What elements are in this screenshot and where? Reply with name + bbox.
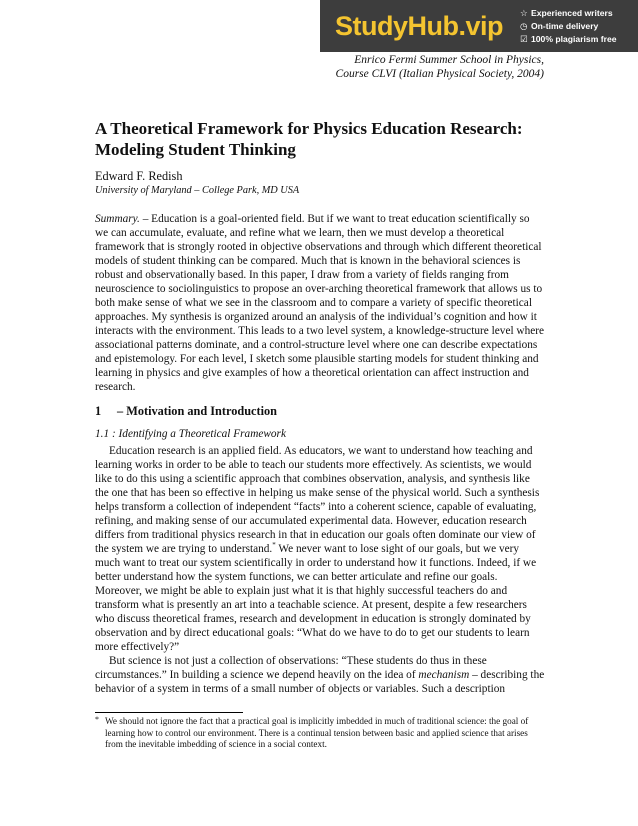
paragraph-text: Education research is an applied field. As educators, we want to understand how teaching and learning works in order to be able to teach our students more effectively. As scientists, we would like to do this using a scientific approach that combines observation, analysis, and synthesis like the one that has been so effective in helping us make sense of the physical world. Such a synthesis helps transform a collection of independent “facts” into a coherent science, capable of evaluating, refining, and making sense of our accumulated experimental data. However, education research differs from traditional physics research in that in education our goals often dominate our view of the system we are trying to understand.	[95, 445, 540, 555]
star-icon: ☆	[520, 7, 528, 18]
shield-check-icon: ☑	[520, 33, 528, 44]
footnote-text: We should not ignore the fact that a practical goal is implicitly imbedded in much of traditional science: the goal of learning how to control our environment. There is a continual tension between basic and applied science that arises from the inevitable imbedding of science in a social context.	[105, 716, 529, 749]
feature-label: Experienced writers	[531, 7, 613, 18]
paragraph-text: – describing the behavior of a system in terms of a small number of objects or variables. Such a description	[95, 669, 545, 695]
feature-label: 100% plagiarism free	[531, 33, 617, 44]
section-number: 1	[95, 404, 102, 418]
emphasis-term: mechanism	[418, 669, 470, 681]
studyhub-logo[interactable]: StudyHub.vip	[335, 10, 503, 41]
body-paragraph-1	[95, 444, 545, 654]
summary-label: Summary.	[95, 213, 140, 225]
banner-features	[518, 7, 638, 46]
paper-title: A Theoretical Framework for Physics Education Research: Modeling Student Thinking	[95, 119, 523, 159]
author-affiliation: University of Maryland – College Park, MD USA	[95, 185, 300, 196]
body-paragraph-2	[95, 654, 545, 696]
banner-feature-delivery	[520, 20, 638, 33]
paragraph-text: But science is not just a collection of observations: “These students do thus in these circumstances.” In building a science we depend heavily on the idea of	[95, 655, 487, 681]
footnote	[95, 716, 545, 751]
summary-text: – Education is a goal-oriented field. But if we want to treat education scientifically so we can accumulate, evaluate, and refine what we learn, then we must develop a theoretical framework that is strongly rooted in objective observations and through which different theoretical models of student thinking can be compared. Much that is known in the behavioral sciences is robust and observationally based. In this paper, I draw from a variety of fields ranging from neuroscience to sociolinguistics to propose an over-arching theoretical framework that allows us to both make sense of what we see in the classroom and to compare a variety of specific theoretical approaches. My synthesis is organized around an analysis of the individual’s cognition and how it interacts with the environment. This leads to a two level system, a knowledge-structure level where associational patterns dominate, and a control-structure level where one can describe expectations and epistemology. For each level, I sketch some plausible starting models for student thinking and learning in physics and give examples of how a theoretical orientation can affect instruction and research.	[95, 213, 545, 393]
footnote-mark: *	[95, 715, 99, 724]
ad-banner[interactable]	[320, 0, 638, 52]
banner-feature-plagiarism	[520, 33, 638, 46]
paper-body	[95, 118, 545, 696]
subsection-heading: 1.1 : Identifying a Theoretical Framework	[95, 428, 286, 440]
banner-feature-writers	[520, 7, 638, 20]
clock-icon: ◷	[520, 20, 528, 31]
section-heading	[95, 404, 545, 419]
footnote-divider	[95, 712, 243, 713]
feature-label: On-time delivery	[531, 20, 599, 31]
conference-line-1: Enrico Fermi Summer School in Physics,	[354, 54, 544, 66]
author-name: Edward F. Redish	[95, 169, 183, 183]
summary-paragraph	[95, 212, 545, 394]
section-title: – Motivation and Introduction	[117, 404, 277, 418]
footnote-reference[interactable]: *	[272, 541, 276, 550]
paragraph-text: We never want to lose sight of our goals, but we very much want to treat our system scientifically in order to understand how it functions. Indeed, if we better understand how the system functions, we can better articulate and refine our goals. Moreover, we might be able to explain just what it is that highly successful teachers do and transform what is presently an art into a teachable science. At present, despite a few researchers who discuss theoretical frames, research and development in education is strongly dominated by observation and by direct educational goals: “What do we have to do to get our students to learn more effectively?”	[95, 543, 537, 653]
conference-line-2: Course CLVI (Italian Physical Society, 2004)	[335, 68, 544, 80]
conference-header	[336, 53, 544, 81]
